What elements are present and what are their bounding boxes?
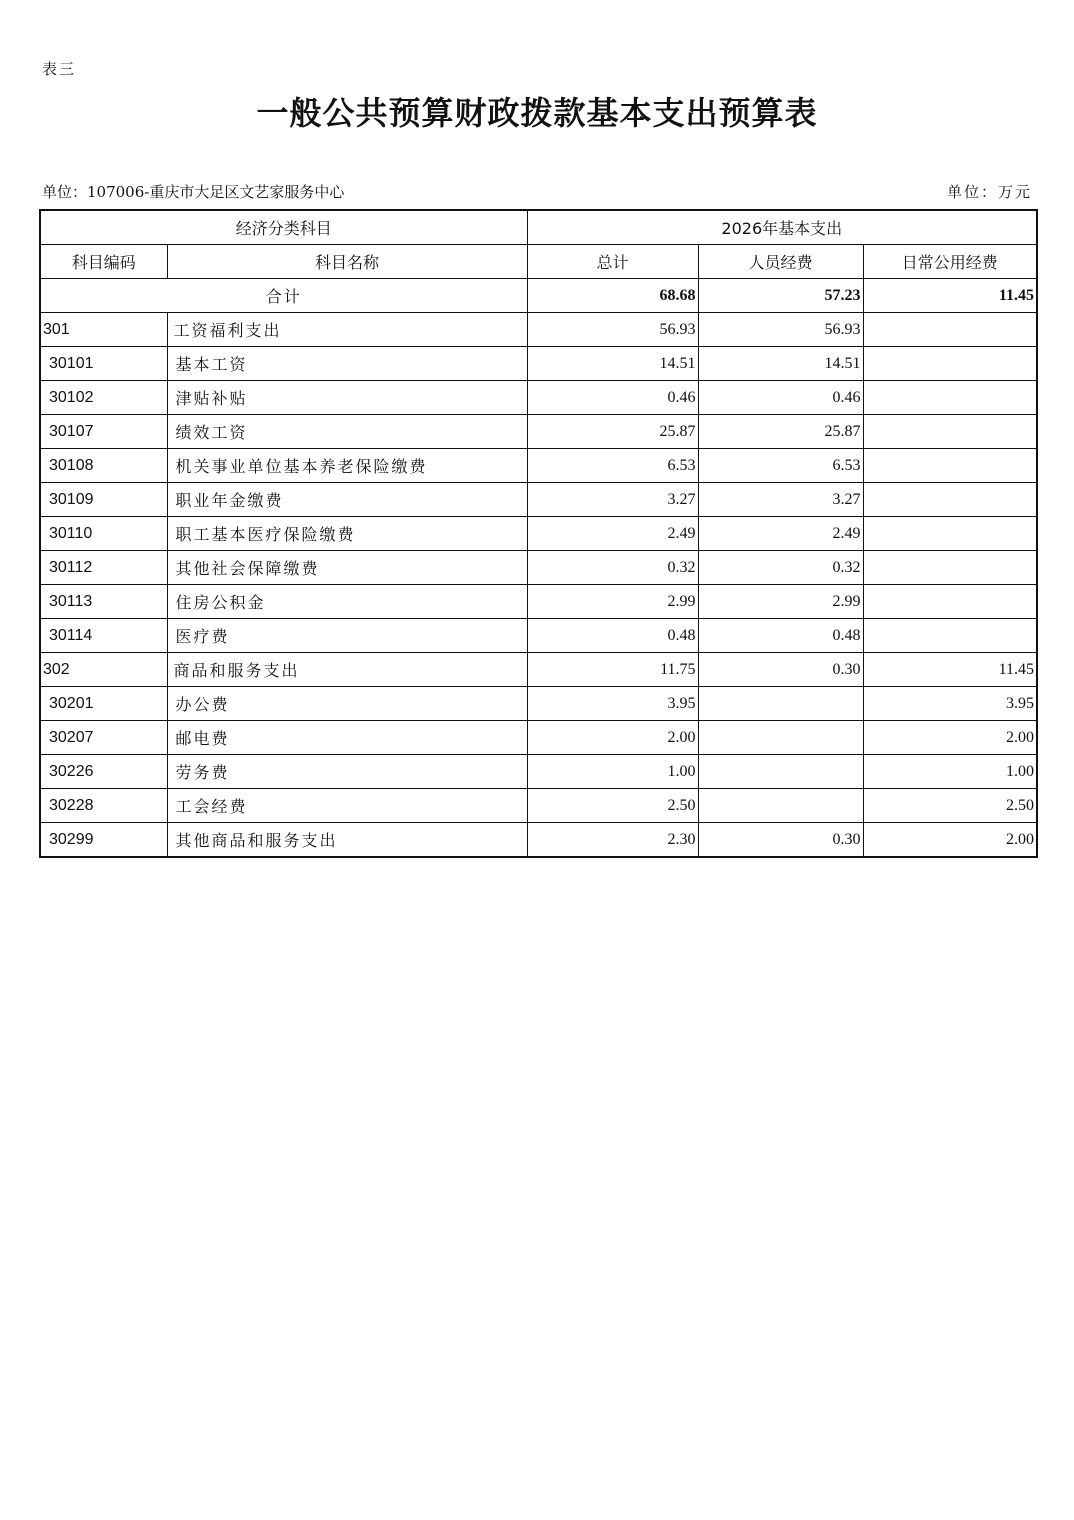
- row-code: 30226: [40, 755, 167, 789]
- row-total: 3.95: [527, 687, 698, 721]
- header-public: 日常公用经费: [863, 245, 1037, 279]
- row-total: 25.87: [527, 415, 698, 449]
- row-public: [863, 415, 1037, 449]
- row-name: 其他商品和服务支出: [167, 823, 527, 858]
- total-public: 11.45: [863, 279, 1037, 313]
- total-personnel: 57.23: [698, 279, 863, 313]
- row-code: 30113: [40, 585, 167, 619]
- row-total: 2.99: [527, 585, 698, 619]
- row-total: 6.53: [527, 449, 698, 483]
- row-name: 住房公积金: [167, 585, 527, 619]
- row-personnel: [698, 755, 863, 789]
- row-personnel: [698, 721, 863, 755]
- row-code: 30108: [40, 449, 167, 483]
- row-code: 30201: [40, 687, 167, 721]
- row-personnel: 0.46: [698, 381, 863, 415]
- row-public: [863, 381, 1037, 415]
- row-name: 邮电费: [167, 721, 527, 755]
- row-public: 11.45: [863, 653, 1037, 687]
- header-code: 科目编码: [40, 245, 167, 279]
- table-row: [40, 823, 1037, 858]
- unit-currency: 单位：万元: [946, 183, 1032, 201]
- row-personnel: 56.93: [698, 313, 863, 347]
- header-personnel: 人员经费: [698, 245, 863, 279]
- row-personnel: [698, 687, 863, 721]
- row-public: 2.00: [863, 823, 1037, 858]
- row-personnel: 2.49: [698, 517, 863, 551]
- table-row: [40, 585, 1037, 619]
- row-code: 30110: [40, 517, 167, 551]
- total-label: 合计: [40, 279, 527, 313]
- row-code: 30101: [40, 347, 167, 381]
- row-public: [863, 347, 1037, 381]
- row-total: 2.00: [527, 721, 698, 755]
- row-public: [863, 313, 1037, 347]
- unit-organization: 单位：107006-重庆市大足区文艺家服务中心: [42, 183, 345, 201]
- row-code: 301: [40, 313, 167, 347]
- row-total: 2.49: [527, 517, 698, 551]
- row-total: 1.00: [527, 755, 698, 789]
- row-public: 2.00: [863, 721, 1037, 755]
- row-public: 2.50: [863, 789, 1037, 823]
- header-econ-class: 经济分类科目: [40, 210, 527, 245]
- row-name: 商品和服务支出: [167, 653, 527, 687]
- header-row-2: [40, 245, 1037, 279]
- row-personnel: 2.99: [698, 585, 863, 619]
- row-code: 30114: [40, 619, 167, 653]
- row-personnel: 0.30: [698, 653, 863, 687]
- row-name: 劳务费: [167, 755, 527, 789]
- row-name: 工会经费: [167, 789, 527, 823]
- row-public: [863, 483, 1037, 517]
- row-name: 绩效工资: [167, 415, 527, 449]
- row-total: 0.46: [527, 381, 698, 415]
- row-personnel: [698, 789, 863, 823]
- row-total: 3.27: [527, 483, 698, 517]
- row-code: 30228: [40, 789, 167, 823]
- row-total: 11.75: [527, 653, 698, 687]
- row-name: 津贴补贴: [167, 381, 527, 415]
- row-code: 30107: [40, 415, 167, 449]
- budget-table: [39, 209, 1038, 858]
- row-code: 30109: [40, 483, 167, 517]
- row-total: 0.32: [527, 551, 698, 585]
- table-row: [40, 619, 1037, 653]
- row-name: 医疗费: [167, 619, 527, 653]
- table-row: [40, 687, 1037, 721]
- header-row-1: [40, 210, 1037, 245]
- row-name: 职业年金缴费: [167, 483, 527, 517]
- table-row: [40, 449, 1037, 483]
- row-name: 基本工资: [167, 347, 527, 381]
- table-row: [40, 653, 1037, 687]
- table-number: 表三: [42, 60, 77, 78]
- row-personnel: 14.51: [698, 347, 863, 381]
- row-total: 56.93: [527, 313, 698, 347]
- row-code: 302: [40, 653, 167, 687]
- row-code: 30112: [40, 551, 167, 585]
- table-row: [40, 347, 1037, 381]
- row-name: 机关事业单位基本养老保险缴费: [167, 449, 527, 483]
- table-row: [40, 313, 1037, 347]
- table-row: [40, 381, 1037, 415]
- row-total: 2.30: [527, 823, 698, 858]
- row-code: 30207: [40, 721, 167, 755]
- table-row: [40, 721, 1037, 755]
- row-personnel: 0.30: [698, 823, 863, 858]
- table-row: [40, 517, 1037, 551]
- table-row: [40, 789, 1037, 823]
- row-code: 30102: [40, 381, 167, 415]
- page-title: 一般公共预算财政拨款基本支出预算表: [256, 94, 818, 132]
- row-code: 30299: [40, 823, 167, 858]
- total-row: [40, 279, 1037, 313]
- table-row: [40, 755, 1037, 789]
- row-name: 其他社会保障缴费: [167, 551, 527, 585]
- row-total: 0.48: [527, 619, 698, 653]
- table-row: [40, 483, 1037, 517]
- row-public: [863, 449, 1037, 483]
- row-public: [863, 517, 1037, 551]
- row-personnel: 3.27: [698, 483, 863, 517]
- row-total: 2.50: [527, 789, 698, 823]
- header-name: 科目名称: [167, 245, 527, 279]
- row-name: 工资福利支出: [167, 313, 527, 347]
- row-public: 3.95: [863, 687, 1037, 721]
- table-row: [40, 415, 1037, 449]
- row-personnel: 0.32: [698, 551, 863, 585]
- row-personnel: 25.87: [698, 415, 863, 449]
- row-public: [863, 585, 1037, 619]
- row-personnel: 0.48: [698, 619, 863, 653]
- header-total: 总计: [527, 245, 698, 279]
- row-personnel: 6.53: [698, 449, 863, 483]
- row-name: 办公费: [167, 687, 527, 721]
- table-row: [40, 551, 1037, 585]
- total-total: 68.68: [527, 279, 698, 313]
- row-total: 14.51: [527, 347, 698, 381]
- row-name: 职工基本医疗保险缴费: [167, 517, 527, 551]
- row-public: [863, 551, 1037, 585]
- header-year-basic-expenditure: 2026年基本支出: [527, 210, 1037, 245]
- row-public: [863, 619, 1037, 653]
- row-public: 1.00: [863, 755, 1037, 789]
